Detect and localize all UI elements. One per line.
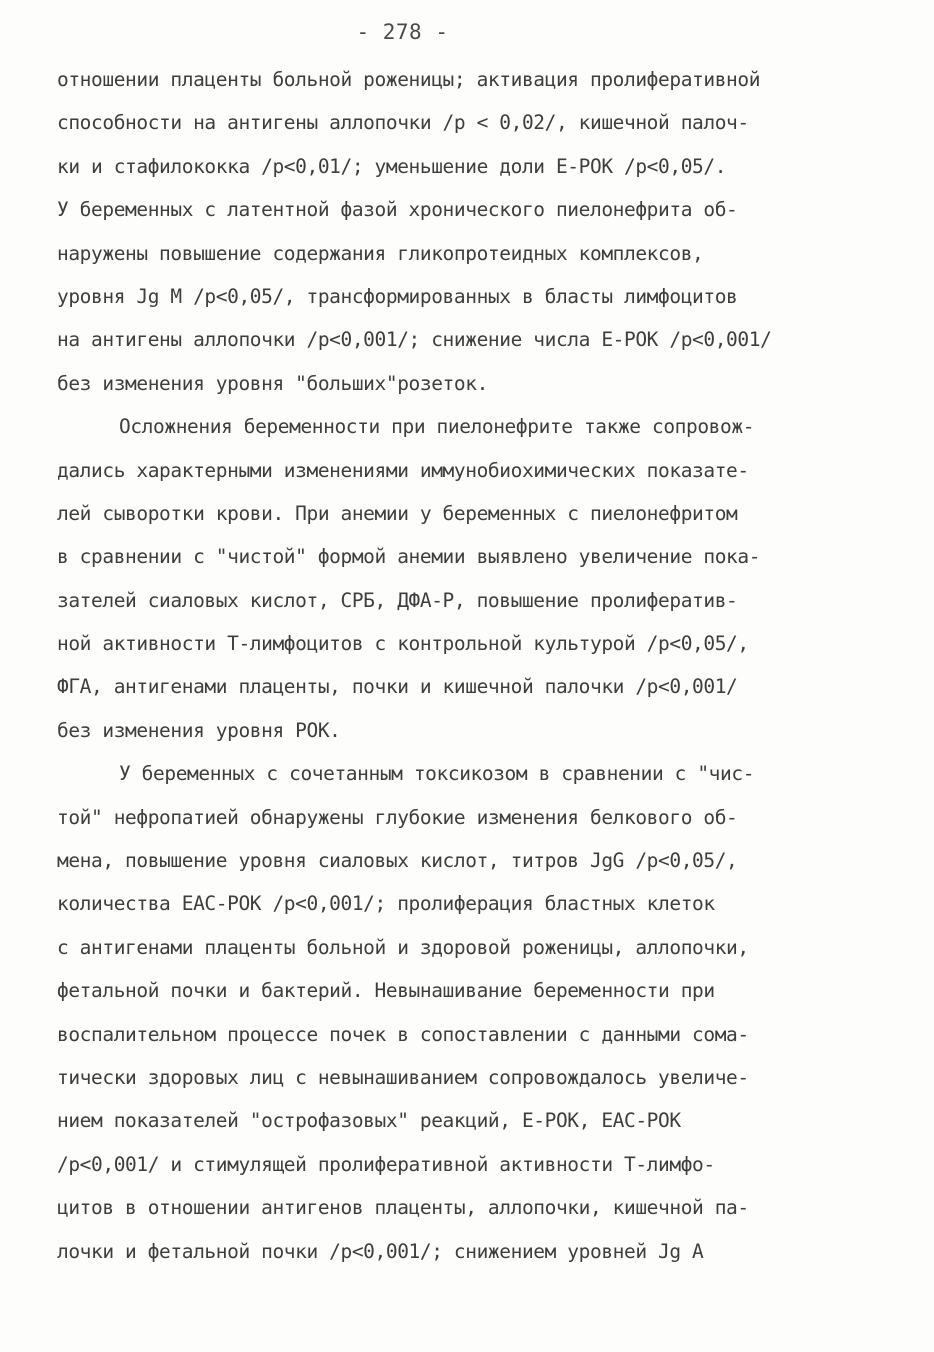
text-line: наружены повышение содержания гликопротеидных комплексов, (57, 241, 704, 265)
text-line: количества ЕАС-РОК /р<0,001/; пролиферация бластных клеток (57, 892, 715, 916)
text-line: фетальной почки и бактерий. Невынашивание беременности при (57, 979, 715, 1003)
text-line: уровня Jg M /р<0,05/, трансформированных в бласты лимфоцитов (57, 284, 738, 308)
text-line: без изменения уровня "больших"розеток. (57, 371, 488, 395)
text-line: на антигены аллопочки /р<0,001/; снижение числа Е-РОК /р<0,001/ (57, 328, 772, 352)
text-line: лочки и фетальной почки /р<0,001/; снижением уровней Jg A (57, 1239, 704, 1263)
text-line: без изменения уровня РОК. (57, 718, 341, 742)
text-line: цитов в отношении антигенов плаценты, аллопочки, кишечной па- (57, 1196, 749, 1220)
text-line: ки и стафилококка /р<0,01/; уменьшение доли Е-РОК /р<0,05/. (57, 154, 727, 178)
text-line: отношении плаценты больной роженицы; активация пролиферативной (57, 68, 761, 91)
paragraph-first-line: Осложнения беременности при пиелонефрите также сопровож- (119, 415, 755, 439)
text-line: ной активности Т-лимфоцитов с контрольной культурой /р<0,05/, (57, 632, 749, 656)
text-line: тически здоровых лиц с невынашиванием сопровождалось увеличе- (57, 1065, 749, 1089)
text-line: ФГА, антигенами плаценты, почки и кишечной палочки /р<0,001/ (57, 675, 738, 699)
text-line: дались характерными изменениями иммунобиохимических показате- (57, 458, 749, 482)
text-line: лей сыворотки крови. При анемии у беременных с пиелонефритом (57, 501, 738, 525)
text-line: зателей сиаловых кислот, СРБ, ДФА-Р, повышение пролифератив- (57, 588, 738, 612)
text-line: в сравнении с "чистой" формой анемии выявлено увеличение пока- (57, 545, 761, 569)
text-line: мена, повышение уровня сиаловых кислот, титров JgG /р<0,05/, (57, 849, 738, 873)
page-number: - 278 - (356, 20, 449, 44)
text-line: /р<0,001/ и стимулящей пролиферативной активности Т-лимфо- (57, 1152, 715, 1176)
paragraph-first-line: У беременных с сочетанным токсикозом в сравнении с "чис- (119, 762, 755, 786)
text-line: воспалительном процессе почек в сопоставлении с данными сома- (57, 1022, 749, 1046)
text-line: той" нефропатией обнаружены глубокие изменения белкового об- (57, 805, 738, 829)
text-line: с антигенами плаценты больной и здоровой роженицы, аллопочки, (57, 935, 749, 959)
body-text (57, 58, 887, 1273)
text-line: У беременных с латентной фазой хронического пиелонефрита об- (57, 198, 738, 222)
text-line: способности на антигены аллопочки /р < 0,02/, кишечной палоч- (57, 111, 749, 135)
text-line: нием показателей "острофазовых" реакций, Е-РОК, ЕАС-РОК (57, 1109, 681, 1133)
